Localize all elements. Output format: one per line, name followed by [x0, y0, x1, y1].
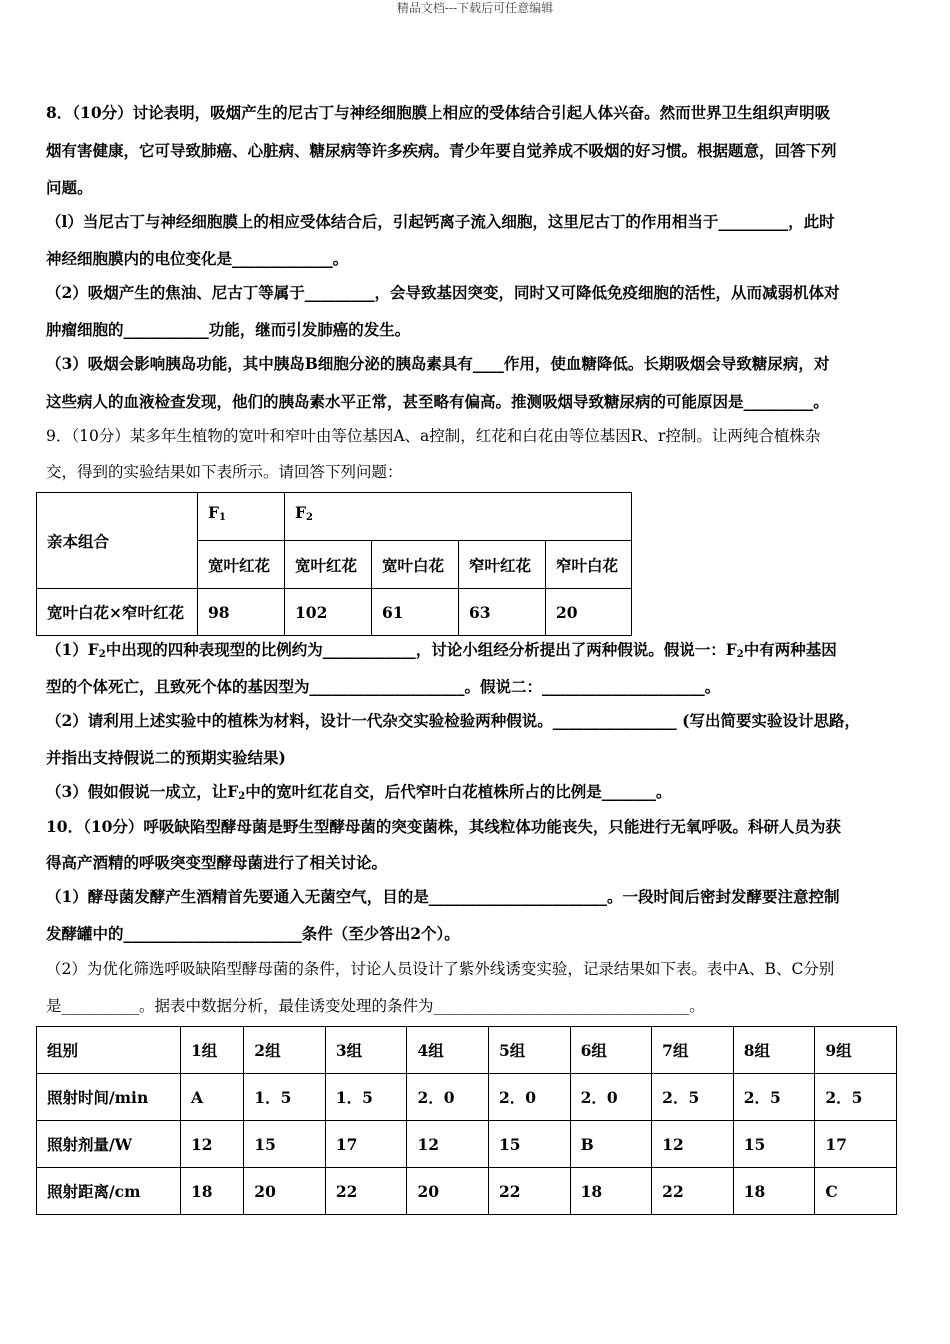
table-cell: 1．5: [325, 1074, 407, 1121]
table-cell: 2．0: [407, 1074, 489, 1121]
q8-line-3: 问题。: [46, 178, 93, 197]
table-cell: 22: [489, 1168, 571, 1215]
subheader-cell: 窄叶红花: [459, 541, 546, 589]
table-cell: 15: [244, 1121, 326, 1168]
table-cell: C: [815, 1168, 897, 1215]
q9-results-table: [36, 492, 632, 636]
table-cell: 18: [570, 1168, 652, 1215]
value-cell: 98: [198, 589, 285, 636]
table-cell: 18: [733, 1168, 815, 1215]
q8-line-2: 烟有害健康，它可导致肺癌、心脏病、糖尿病等许多疾病。青少年要自觉养成不吸烟的好习惯。根据题意，回答下列: [46, 141, 837, 160]
table-cell: 12: [652, 1121, 734, 1168]
table-cell: 2．5: [815, 1074, 897, 1121]
table-cell: 20: [407, 1168, 489, 1215]
table-cell: 9组: [815, 1027, 897, 1074]
table-cell: 2．0: [570, 1074, 652, 1121]
q10-line-5: （2）为优化筛选呼吸缺陷型酵母菌的条件，讨论人员设计了紫外线诱变实验，记录结果如下表。表中A、B、C分别: [46, 960, 835, 978]
table-cell: 1组: [181, 1027, 244, 1074]
table-cell: 5组: [489, 1027, 571, 1074]
q8-line-6: （2）吸烟产生的焦油、尼古丁等属于_________，会导致基因突变，同时又可降低免疫细胞的活性，从而减弱机体对: [46, 283, 840, 302]
q8-line-5: 神经细胞膜内的电位变化是_____________。: [46, 249, 349, 268]
q9-line-2: 交，得到的实验结果如下表所示。请回答下列问题：: [46, 463, 403, 481]
value-cell: 20: [546, 589, 632, 636]
table-cell: 照射时间/min: [37, 1074, 181, 1121]
subheader-cell: 窄叶白花: [546, 541, 632, 589]
q10-line-2: 得高产酒精的呼吸突变型酵母菌进行了相关讨论。: [46, 853, 388, 872]
table-cell: 15: [489, 1121, 571, 1168]
table-cell: 18: [181, 1168, 244, 1215]
q8-line-7: 肿瘤细胞的___________功能，继而引发肺癌的发生。: [46, 320, 411, 339]
table-cell: 15: [733, 1121, 815, 1168]
q9-part2-line-2: 并指出支持假说二的预期实验结果): [46, 748, 286, 767]
table-cell: 照射剂量/W: [37, 1121, 181, 1168]
q10-line-4: 发酵罐中的_______________________条件（至少答出2个）。: [46, 924, 460, 943]
q8-line-4: （l）当尼古丁与神经细胞膜上的相应受体结合后，引起钙离子流入细胞，这里尼古丁的作用相当于_________，此时: [46, 212, 835, 231]
table-cell: B: [570, 1121, 652, 1168]
subheader-cell: 宽叶红花: [285, 541, 372, 589]
q10-line-6: 是__________。据表中数据分析，最佳诱变处理的条件为_________________________________。: [46, 997, 705, 1015]
table-cell: 12: [407, 1121, 489, 1168]
table-cell: 照射距离/cm: [37, 1168, 181, 1215]
table-cell: 20: [244, 1168, 326, 1215]
table-cell: 17: [325, 1121, 407, 1168]
page-header: 精品文档---下载后可任意编辑: [396, 1, 554, 15]
f1-header: $F_1$: [198, 493, 285, 541]
table-cell: 3组: [325, 1027, 407, 1074]
q8-line-8: （3）吸烟会影响胰岛功能，其中胰岛B细胞分泌的胰岛素具有____作用，使血糖降低。长期吸烟会导致糖尿病，对: [46, 354, 830, 373]
q9-line-1: 9．（10分）某多年生植物的宽叶和窄叶由等位基因A、a控制，红花和白花由等位基因R、r控制。让两纯合植株杂: [46, 427, 821, 445]
q8-line-1: 8．（10分）讨论表明，吸烟产生的尼古丁与神经细胞膜上相应的受体结合引起人体兴奋。然而世界卫生组织声明吸: [46, 103, 831, 122]
value-cell: 102: [285, 589, 372, 636]
table-cell: 22: [652, 1168, 734, 1215]
table-cell: 2．0: [489, 1074, 571, 1121]
table-cell: 6组: [570, 1027, 652, 1074]
value-cell: 61: [372, 589, 459, 636]
q9-part1-line-1: $(1)F_2$中出现的四种表现型的比例约为____________，讨论小组经分析提出了两种假说。假说一：$F_2$中有两种基因: [46, 640, 837, 660]
table-cell: 12: [181, 1121, 244, 1168]
table-cell: 7组: [652, 1027, 734, 1074]
table-cell: 2．5: [733, 1074, 815, 1121]
table-cell: 17: [815, 1121, 897, 1168]
table-cell: 8组: [733, 1027, 815, 1074]
table-cell: 1．5: [244, 1074, 326, 1121]
q10-mutagenesis-table: [36, 1026, 897, 1215]
f2-header: $F_2$: [285, 493, 632, 541]
q10-line-1: 10．（10分）呼吸缺陷型酵母菌是野生型酵母菌的突变菌株，其线粒体功能丧失，只能进行无氧呼吸。科研人员为获: [46, 817, 841, 836]
table-cell: 4组: [407, 1027, 489, 1074]
table-cell: 2组: [244, 1027, 326, 1074]
table-cell: 2．5: [652, 1074, 734, 1121]
q9-part3: （3）假如假说一成立，让$F_2$中的宽叶红花自交，后代窄叶白花植株所占的比例是_______。: [46, 782, 672, 802]
q10-line-3: （1）酵母菌发酵产生酒精首先要通入无菌空气，目的是_______________________。一段时间后密封发酵要注意控制: [46, 887, 840, 906]
q9-part2-line-1: （2）请利用上述实验中的植株为材料，设计一代杂交实验检验两种假说。________________ (写出简要实验设计思路，: [46, 711, 861, 730]
subheader-cell: 宽叶白花: [372, 541, 459, 589]
value-cell: 63: [459, 589, 546, 636]
subheader-cell: 宽叶红花: [198, 541, 285, 589]
table-cell: A: [181, 1074, 244, 1121]
q9-part1-line-2: 型的个体死亡，且致死个体的基因型为____________________。假说二：_____________________。: [46, 677, 721, 696]
row-label: 宽叶白花×窄叶红花: [37, 589, 198, 636]
parent-combo-header: 亲本组合: [37, 493, 198, 589]
table-cell: 22: [325, 1168, 407, 1215]
table-cell: 组别: [37, 1027, 181, 1074]
q8-line-9: 这些病人的血液检查发现，他们的胰岛素水平正常，甚至略有偏高。推测吸烟导致糖尿病的可能原因是_________。: [46, 392, 829, 411]
